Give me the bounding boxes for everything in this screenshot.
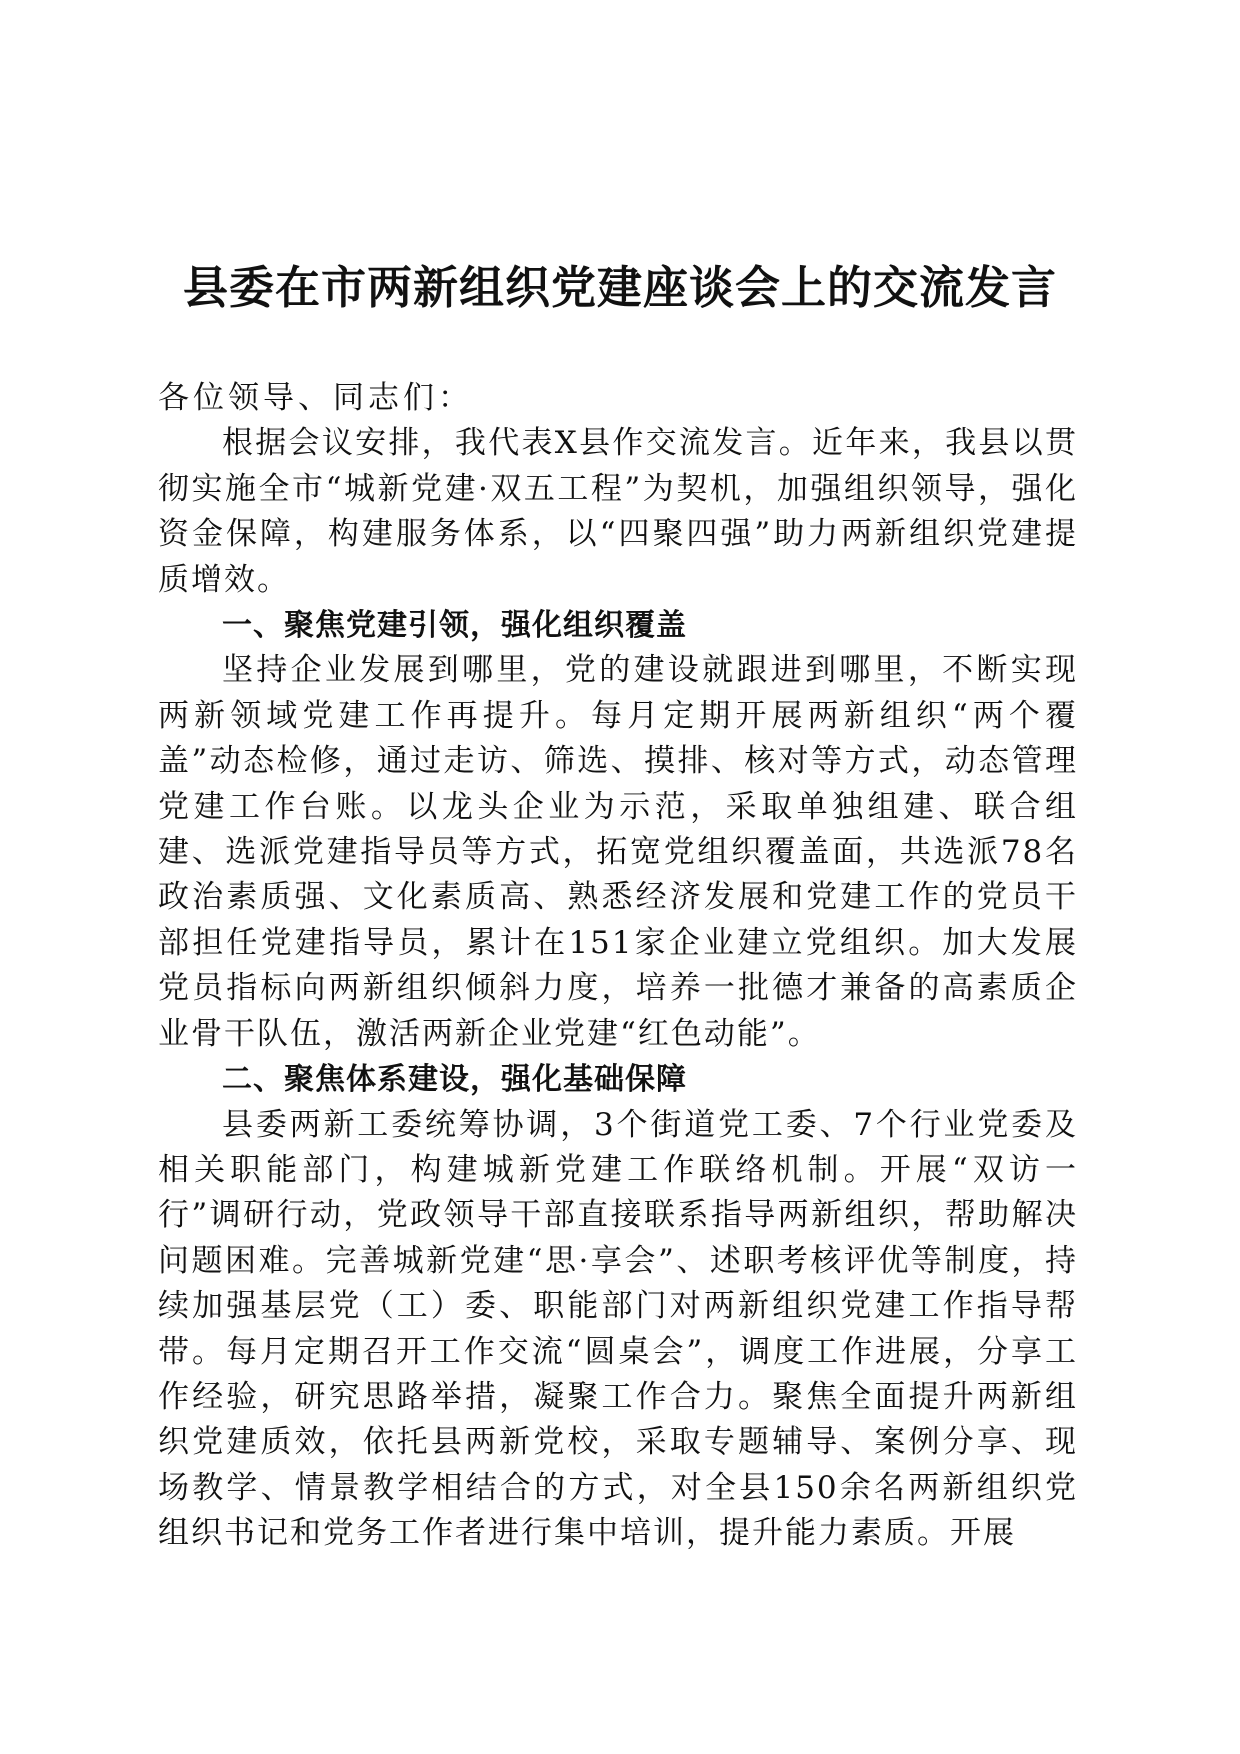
section-heading-1: 一、聚焦党建引领，强化组织覆盖	[222, 608, 687, 644]
section-body-2: 县委两新工委统筹协调，3个街道党工委、7个行业党委及相关职能部门，构建城新党建工作联络机制。开展“双访一行”调研行动，党政领导干部直接联系指导两新组织，帮助解决问题困难。完善城新党建“思·享会”、述职考核评优等制度，持续加强基层党（工）委、职能部门对两新组织党建工作指导帮带。每月定期召开工作交流“圆桌会”，调度工作进展，分享工作经验，研究思路举措，凝聚工作合力。聚焦全面提升两新组织党建质效，依托县两新党校，采取专题辅导、案例分享、现场教学、情景教学相结合的方式，对全县150余名两新组织党组织书记和党务工作者进行集中培训，提升能力素质。开展	[158, 1106, 1078, 1552]
document-title: 县委在市两新组织党建座谈会上的交流发言	[182, 261, 1057, 314]
section-body-1: 坚持企业发展到哪里，党的建设就跟进到哪里，不断实现两新领域党建工作再提升。每月定期开展两新组织“两个覆盖”动态检修，通过走访、筛选、摸排、核对等方式，动态管理党建工作台账。以龙头企业为示范，采取单独组建、联合组建、选派党建指导员等方式，拓宽党组织覆盖面，共选派78名政治素质强、文化素质高、熟悉经济发展和党建工作的党员干部担任党建指导员，累计在151家企业建立党组织。加大发展党员指标向两新组织倾斜力度，培养一批德才兼备的高素质企业骨干队伍，激活两新企业党建“红色动能”。	[158, 652, 1078, 1052]
salutation: 各位领导、同志们：	[158, 380, 473, 416]
section-heading-2: 二、聚焦体系建设，强化基础保障	[222, 1062, 687, 1098]
intro-paragraph: 根据会议安排，我代表X县作交流发言。近年来，我县以贯彻实施全市“城新党建·双五工程”为契机，加强组织领导，强化资金保障，构建服务体系，以“四聚四强”助力两新组织党建提质增效。	[158, 425, 1078, 598]
document-body	[158, 376, 1078, 1557]
